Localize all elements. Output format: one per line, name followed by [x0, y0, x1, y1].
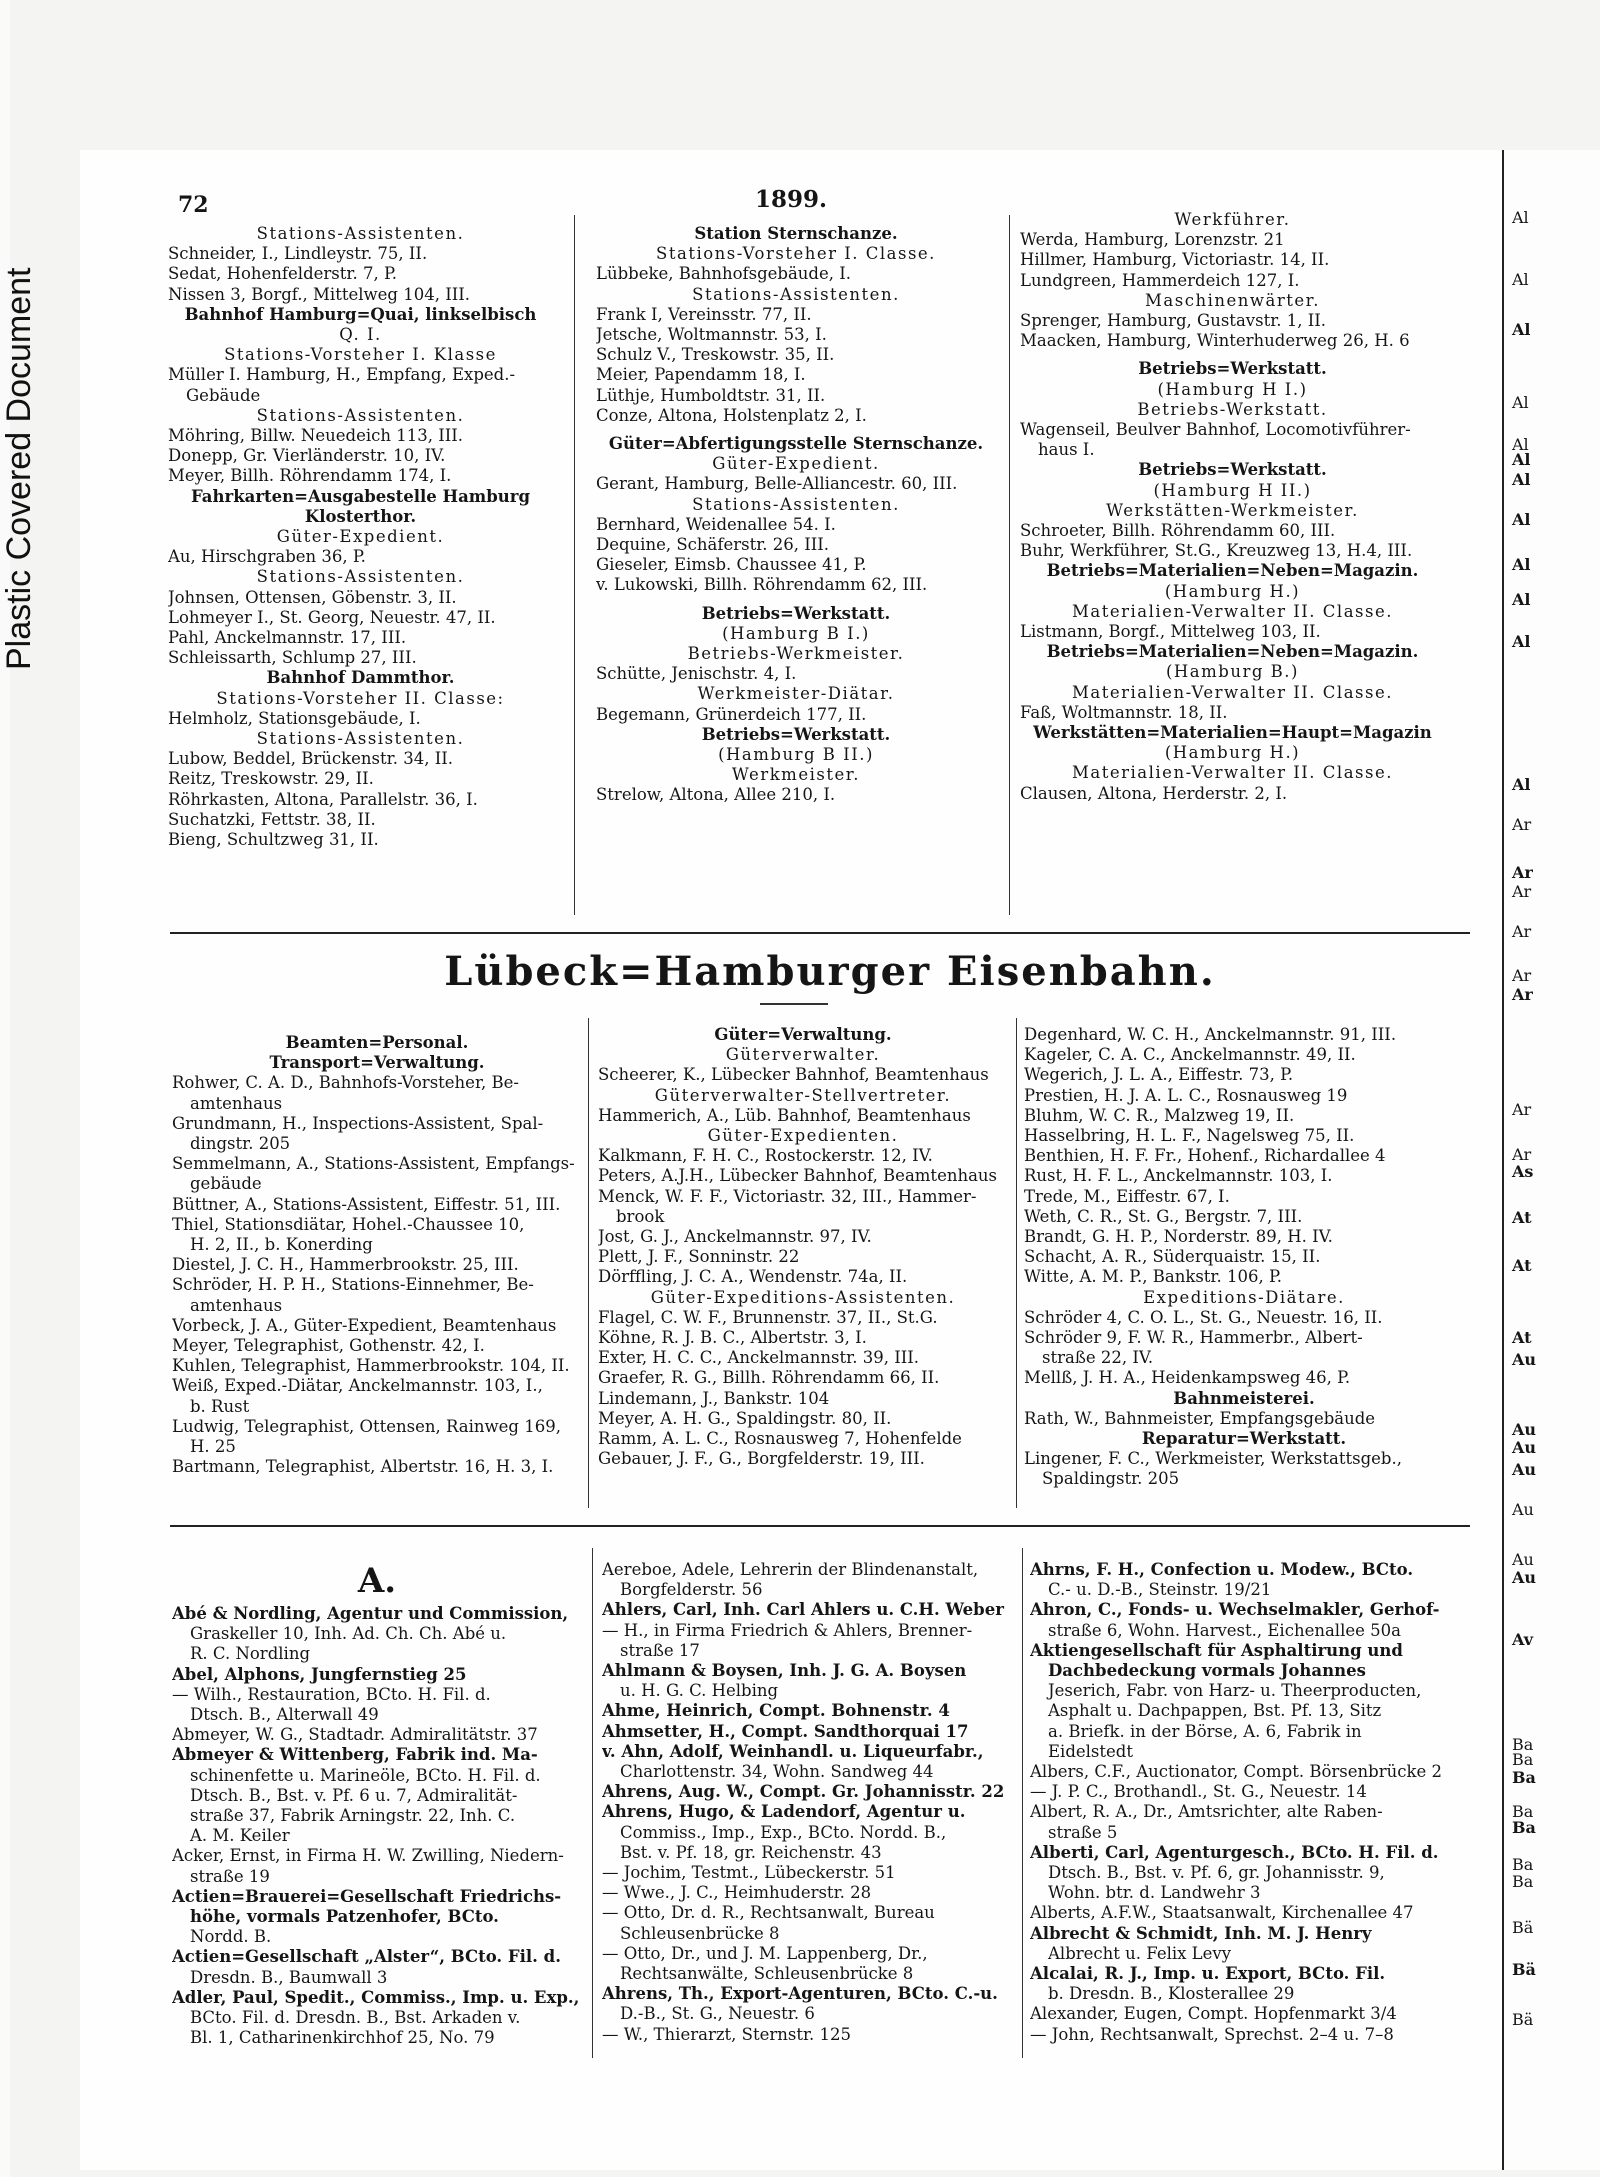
adjacent-page-fragment: At — [1512, 1208, 1532, 1227]
middle-column-2 — [598, 1025, 1008, 1469]
directory-entry: straße 6, Wohn. Harvest., Eichenallee 50a — [1048, 1620, 1401, 1640]
directory-entry: BCto. Fil. d. Dresdn. B., Bst. Arkaden v. — [190, 2008, 521, 2028]
adjacent-page-fragment: Ba — [1512, 1735, 1534, 1754]
directory-entry: Begemann, Grünerdeich 177, II. — [596, 704, 867, 724]
section-heading: Stations-Assistenten. — [256, 405, 465, 425]
directory-entry: Semmelmann, A., Stations-Assistent, Empfangs- — [172, 1154, 575, 1174]
directory-entry: Degenhard, W. C. H., Anckelmannstr. 91, III. — [1024, 1025, 1397, 1044]
section-heading: Q. I. — [339, 325, 382, 345]
directory-entry: Aereboe, Adele, Lehrerin der Blindenanstalt, — [602, 1560, 979, 1579]
directory-entry: Commiss., Imp., Exp., BCto. Nordd. B., — [620, 1822, 947, 1842]
adjacent-page-fragment: Ba — [1512, 1855, 1534, 1874]
section-title-bold: Betriebs=Werkstatt. — [701, 724, 891, 744]
adjacent-page-fragment: Ar — [1512, 1100, 1532, 1119]
adjacent-page-fragment: Al — [1512, 632, 1531, 651]
section-title-bold: Betriebs=Werkstatt. — [1138, 460, 1327, 480]
directory-entry: Eidelstedt — [1048, 1741, 1133, 1761]
directory-entry: straße 19 — [190, 1866, 270, 1886]
spacer — [1020, 351, 1445, 359]
directory-entry: Alexander, Eugen, Compt. Hopfenmarkt 3/4 — [1030, 2004, 1397, 2024]
directory-entry: Jeserich, Fabr. von Harz- u. Theerproducten, — [1048, 1681, 1422, 1701]
adjacent-page-fragment: Ar — [1512, 985, 1533, 1004]
directory-entry: Ramm, A. L. C., Rosnausweg 7, Hohenfelde — [598, 1429, 962, 1449]
directory-entry: Actien=Gesellschaft „Alster“, BCto. Fil. d. — [172, 1947, 561, 1967]
directory-entry: Johnsen, Ottensen, Göbenstr. 3, II. — [168, 587, 457, 607]
directory-entry: — Jochim, Testmt., Lübeckerstr. 51 — [602, 1863, 896, 1883]
directory-entry: Hasselbring, H. L. F., Nagelsweg 75, II. — [1024, 1126, 1355, 1146]
directory-entry: Ahrns, F. H., Confection u. Modew., BCto. — [1030, 1560, 1414, 1579]
directory-entry: Schacht, A. R., Süderquaistr. 15, II. — [1024, 1247, 1321, 1267]
directory-entry: C.- u. D.-B., Steinstr. 19/21 — [1048, 1580, 1272, 1600]
section-heading: Stations-Assistenten. — [256, 224, 465, 243]
directory-entry: Schröder 9, F. W. R., Hammerbr., Albert- — [1024, 1328, 1363, 1348]
section-title-bold: Betriebs=Werkstatt. — [701, 603, 891, 623]
directory-entry: Meier, Papendamm 18, I. — [596, 365, 806, 385]
lower-column-2 — [602, 1560, 1016, 2045]
adjacent-page-fragment: Ba — [1512, 1768, 1536, 1787]
directory-entry: Röhrkasten, Altona, Parallelstr. 36, I. — [168, 789, 478, 809]
directory-entry: Bieng, Schultzweg 31, II. — [168, 830, 379, 850]
adjacent-page-fragment: Bä — [1512, 2010, 1534, 2029]
directory-entry: — Otto, Dr., und J. M. Lappenberg, Dr., — [602, 1943, 928, 1963]
directory-entry: Graskeller 10, Inh. Ad. Ch. Ch. Abé u. — [190, 1624, 507, 1644]
section-title-bold: Bahnmeisterei. — [1173, 1388, 1315, 1408]
directory-entry: Graefer, R. G., Billh. Röhrendamm 66, II. — [598, 1368, 940, 1388]
section-heading: (Hamburg H I.) — [1157, 379, 1308, 399]
directory-entry: a. Briefk. in der Börse, A. 6, Fabrik in — [1048, 1721, 1362, 1741]
directory-entry: Pahl, Anckelmannstr. 17, III. — [168, 628, 407, 648]
adjacent-page-fragment: Al — [1512, 555, 1531, 574]
directory-entry: Donepp, Gr. Vierländerstr. 10, IV. — [168, 446, 446, 466]
directory-entry: u. H. G. C. Helbing — [620, 1681, 779, 1701]
directory-entry: Ahrens, Aug. W., Compt. Gr. Johannisstr. 22 — [602, 1782, 1005, 1802]
directory-entry: Weiß, Exped.-Diätar, Anckelmannstr. 103, I., — [172, 1376, 543, 1396]
directory-entry: Lüthje, Humboldtstr. 31, II. — [596, 385, 826, 405]
section-heading: Stations-Vorsteher II. Classe: — [216, 688, 505, 708]
column-divider — [592, 1548, 593, 2058]
directory-entry: Dtsch. B., Bst. v. Pf. 6 u. 7, Admiralität- — [190, 1785, 518, 1805]
directory-entry: Charlottenstr. 34, Wohn. Sandweg 44 — [620, 1762, 934, 1782]
directory-entry: Reitz, Treskowstr. 29, II. — [168, 769, 374, 789]
section-heading: (Hamburg H.) — [1164, 743, 1301, 763]
section-heading: Güter-Expeditions-Assistenten. — [650, 1287, 956, 1307]
directory-entry: Buhr, Werkführer, St.G., Kreuzweg 13, H.4, III. — [1020, 541, 1413, 561]
adjacent-page-fragment: Ar — [1512, 966, 1532, 985]
directory-entry: Grundmann, H., Inspections-Assistent, Spal- — [172, 1113, 544, 1133]
section-heading: Werkführer. — [1174, 210, 1291, 229]
directory-entry: — Wilh., Restauration, BCto. H. Fil. d. — [172, 1684, 491, 1704]
directory-entry: Albrecht & Schmidt, Inh. M. J. Henry — [1030, 1923, 1372, 1943]
directory-entry: Lingener, F. C., Werkmeister, Werkstattsgeb., — [1024, 1449, 1402, 1469]
directory-entry: Albrecht u. Felix Levy — [1048, 1943, 1232, 1963]
section-title-bold: Fahrkarten=Ausgabestelle Hamburg — [191, 486, 530, 506]
section-title-bold: Reparatur=Werkstatt. — [1141, 1429, 1347, 1449]
directory-entry: Alberts, A.F.W., Staatsanwalt, Kirchenallee 47 — [1030, 1903, 1414, 1923]
directory-entry: Brandt, G. H. P., Norderstr. 89, H. IV. — [1024, 1227, 1333, 1247]
directory-entry: Müller I. Hamburg, H., Empfang, Exped.- — [168, 365, 516, 385]
directory-entry: Jost, G. J., Anckelmannstr. 97, IV. — [598, 1227, 872, 1247]
section-rule — [170, 1525, 1470, 1527]
upper-column-3 — [1020, 210, 1445, 804]
directory-entry: Dresdn. B., Baumwall 3 — [190, 1967, 388, 1987]
spacer — [172, 1025, 582, 1033]
directory-entry: Actien=Brauerei=Gesellschaft Friedrichs- — [172, 1886, 562, 1906]
section-heading: (Hamburg B II.) — [718, 745, 874, 765]
lower-column-3 — [1030, 1560, 1470, 2045]
directory-entry: Albers, C.F., Auctionator, Compt. Börsenbrücke 2 — [1030, 1762, 1442, 1782]
column-divider — [574, 215, 575, 915]
lower-column-1 — [172, 1558, 582, 2048]
section-title-bold: Beamten=Personal. — [285, 1033, 469, 1052]
directory-entry: Alcalai, R. J., Imp. u. Export, BCto. Fil. — [1030, 1964, 1386, 1984]
directory-entry: — J. P. C., Brothandl., St. G., Neuestr. 14 — [1030, 1782, 1367, 1802]
adjacent-page-fragment: Au — [1512, 1350, 1537, 1369]
directory-entry: Hillmer, Hamburg, Victoriastr. 14, II. — [1020, 250, 1330, 270]
directory-entry: — H., in Firma Friedrich & Ahlers, Brenner- — [602, 1620, 973, 1640]
directory-entry: Maacken, Hamburg, Winterhuderweg 26, H. 6 — [1020, 331, 1410, 351]
adjacent-page-fragment: Ba — [1512, 1750, 1534, 1769]
directory-entry: Asphalt u. Dachpappen, Bst. Pf. 13, Sitz — [1048, 1701, 1382, 1721]
directory-entry: Weth, C. R., St. G., Bergstr. 7, III. — [1024, 1206, 1303, 1226]
adjacent-page-fragment: Al — [1512, 470, 1531, 489]
directory-entry: Schneider, I., Lindleystr. 75, II. — [168, 244, 428, 264]
adjacent-page-fragment: Au — [1512, 1568, 1537, 1587]
section-heading: (Hamburg B.) — [1165, 662, 1299, 682]
directory-entry: H. 2, II., b. Konerding — [190, 1235, 373, 1255]
index-letter: A. — [357, 1561, 397, 1601]
directory-entry: Conze, Altona, Holstenplatz 2, I. — [596, 405, 867, 425]
upper-column-2 — [596, 224, 996, 806]
section-title-bold: Transport=Verwaltung. — [269, 1053, 485, 1073]
directory-entry: Gebauer, J. F., G., Borgfelderstr. 19, III. — [598, 1449, 925, 1469]
adjacent-page-edge — [1502, 150, 1600, 2170]
section-heading: Werkstätten-Werkmeister. — [1106, 500, 1359, 520]
directory-entry: Benthien, H. F. Fr., Hohenf., Richardallee 4 — [1024, 1146, 1386, 1166]
section-heading: Materialien-Verwalter II. Classe. — [1072, 763, 1393, 783]
middle-column-3 — [1024, 1025, 1464, 1490]
section-title-bold: Bahnhof Hamburg=Quai, linkselbisch — [184, 304, 537, 324]
adjacent-page-fragment: Ba — [1512, 1818, 1536, 1837]
directory-entry: Dörffling, J. C. A., Wendenstr. 74a, II. — [598, 1267, 908, 1287]
directory-entry: Faß, Woltmannstr. 18, II. — [1020, 702, 1228, 722]
directory-entry: Dtsch. B., Bst. v. Pf. 6, gr. Johannisstr. 9, — [1048, 1863, 1385, 1883]
directory-entry: Plett, J. F., Sonninstr. 22 — [598, 1247, 800, 1267]
directory-entry: Hammerich, A., Lüb. Bahnhof, Beamtenhaus — [598, 1105, 971, 1125]
section-heading: (Hamburg B I.) — [722, 623, 870, 643]
directory-entry: Sedat, Hohenfelderstr. 7, P. — [168, 264, 397, 284]
directory-entry: A. M. Keiler — [190, 1826, 290, 1846]
directory-entry: Borgfelderstr. 56 — [620, 1580, 763, 1600]
adjacent-page-fragment: At — [1512, 1328, 1532, 1347]
directory-entry: Exter, H. C. C., Anckelmannstr. 39, III. — [598, 1348, 919, 1368]
directory-entry: Ahrens, Th., Export-Agenturen, BCto. C.-u. — [602, 1984, 998, 2004]
directory-entry: Bernhard, Weidenallee 54. I. — [596, 514, 836, 534]
adjacent-page-fragment: Al — [1512, 435, 1529, 454]
column-divider — [1016, 1018, 1017, 1508]
directory-entry: Wegerich, J. L. A., Eiffestr. 73, P. — [1024, 1065, 1294, 1085]
directory-entry: schinenfette u. Marineöle, BCto. H. Fil. d. — [190, 1765, 541, 1785]
adjacent-page-fragment: Av — [1512, 1630, 1534, 1649]
directory-entry: Schröder, H. P. H., Stations-Einnehmer, Be- — [172, 1275, 534, 1295]
directory-entry: Bl. 1, Catharinenkirchhof 25, No. 79 — [190, 2028, 495, 2048]
directory-entry: gebäude — [190, 1174, 262, 1194]
directory-entry: Ahlers, Carl, Inh. Carl Ahlers u. C.H. Weber — [602, 1600, 1004, 1620]
directory-entry: Strelow, Altona, Allee 210, I. — [596, 785, 836, 805]
column-divider — [588, 1018, 589, 1508]
column-divider — [1009, 215, 1010, 915]
adjacent-page-fragment: Al — [1512, 510, 1531, 529]
adjacent-page-fragment: Al — [1512, 208, 1529, 227]
section-title-bold: Bahnhof Dammthor. — [266, 668, 455, 688]
adjacent-page-fragment: Ar — [1512, 882, 1532, 901]
directory-entry: amtenhaus — [190, 1295, 283, 1315]
directory-entry: Frank I, Vereinsstr. 77, II. — [596, 304, 812, 324]
directory-entry: Jetsche, Woltmannstr. 53, I. — [596, 325, 827, 345]
directory-entry: Dachbedeckung vormals Johannes — [1048, 1661, 1366, 1681]
section-heading: Stations-Assistenten. — [256, 729, 465, 749]
directory-entry: Werda, Hamburg, Lorenzstr. 21 — [1020, 230, 1285, 250]
directory-entry: Aktiengesellschaft für Asphaltirung und — [1030, 1640, 1403, 1660]
section-title-bold: Werkstätten=Materialien=Haupt=Magazin — [1033, 723, 1432, 743]
directory-entry: straße 22, IV. — [1042, 1348, 1154, 1368]
page-year: 1899. — [755, 186, 828, 213]
directory-entry: Ahmsetter, H., Compt. Sandthorquai 17 — [602, 1721, 969, 1741]
directory-entry: Rath, W., Bahnmeister, Empfangsgebäude — [1024, 1408, 1376, 1428]
directory-entry: Meyer, Billh. Röhrendamm 174, I. — [168, 466, 452, 486]
directory-entry: Bluhm, W. C. R., Malzweg 19, II. — [1024, 1105, 1295, 1125]
directory-entry: Abel, Alphons, Jungfernstieg 25 — [172, 1664, 467, 1684]
directory-entry: Schröder 4, C. O. L., St. G., Neuestr. 16, II. — [1024, 1307, 1383, 1327]
directory-entry: Bst. v. Pf. 18, gr. Reichenstr. 43 — [620, 1842, 882, 1862]
section-heading: Güterverwalter. — [725, 1045, 881, 1065]
directory-entry: Rohwer, C. A. D., Bahnhofs-Vorsteher, Be- — [172, 1073, 519, 1093]
directory-entry: straße 5 — [1048, 1822, 1118, 1842]
column-divider — [1022, 1548, 1023, 2058]
adjacent-page-fragment: Al — [1512, 320, 1531, 339]
adjacent-page-fragment: Ar — [1512, 815, 1532, 834]
directory-entry: Rust, H. F. L., Anckelmannstr. 103, I. — [1024, 1166, 1333, 1186]
directory-entry: Abé & Nordling, Agentur und Commission, — [172, 1604, 569, 1623]
directory-entry: Nordd. B. — [190, 1927, 272, 1947]
section-title-bold: Klosterthor. — [304, 506, 417, 526]
adjacent-page-fragment: Ar — [1512, 922, 1532, 941]
section-heading: Materialien-Verwalter II. Classe. — [1072, 682, 1393, 702]
adjacent-page-fragment: Au — [1512, 1500, 1534, 1519]
directory-entry: Meyer, Telegraphist, Gothenstr. 42, I. — [172, 1336, 485, 1356]
directory-entry: Abmeyer, W. G., Stadtadr. Admiralitätstr. 37 — [172, 1725, 538, 1745]
directory-entry: Kalkmann, F. H. C., Rostockerstr. 12, IV. — [598, 1146, 933, 1166]
directory-entry: Lundgreen, Hammerdeich 127, I. — [1020, 270, 1300, 290]
adjacent-page-fragment: Ar — [1512, 1145, 1532, 1164]
section-heading: Stations-Vorsteher I. Klasse — [224, 345, 497, 365]
spacer — [596, 596, 996, 604]
directory-entry: Bartmann, Telegraphist, Albertstr. 16, H. 3, I. — [172, 1457, 554, 1477]
directory-entry: Scheerer, K., Lübecker Bahnhof, Beamtenhaus — [598, 1065, 989, 1085]
middle-column-1 — [172, 1025, 582, 1477]
directory-entry: Schroeter, Billh. Röhrendamm 60, III. — [1020, 521, 1336, 541]
adjacent-page-fragment: At — [1512, 1256, 1532, 1275]
directory-entry: Suchatzki, Fettstr. 38, II. — [168, 809, 376, 829]
section-heading: (Hamburg H II.) — [1153, 480, 1312, 500]
directory-entry: Ahrens, Hugo, & Ladendorf, Agentur u. — [602, 1802, 966, 1822]
directory-entry: Lubow, Beddel, Brückenstr. 34, II. — [168, 749, 453, 769]
directory-entry: Thiel, Stationsdiätar, Hohel.-Chaussee 10, — [172, 1214, 525, 1234]
directory-entry: Vorbeck, J. A., Güter-Expedient, Beamtenhaus — [172, 1315, 557, 1335]
section-heading: Betriebs-Werkmeister. — [687, 644, 905, 664]
adjacent-page-fragment: Bä — [1512, 1918, 1534, 1937]
upper-column-1 — [168, 224, 553, 850]
directory-entry: Helmholz, Stationsgebäude, I. — [168, 708, 421, 728]
directory-entry: v. Ahn, Adolf, Weinhandl. u. Liqueurfabr., — [602, 1741, 984, 1761]
directory-entry: Acker, Ernst, in Firma H. W. Zwilling, Niedern- — [172, 1846, 564, 1866]
directory-entry: Lohmeyer I., St. Georg, Neuestr. 47, II. — [168, 607, 496, 627]
section-rule — [170, 932, 1470, 934]
directory-entry: Lindemann, J., Bankstr. 104 — [598, 1388, 830, 1408]
directory-entry: straße 17 — [620, 1640, 700, 1660]
adjacent-page-fragment: Ba — [1512, 1872, 1534, 1891]
directory-entry: Wagenseil, Beulver Bahnhof, Locomotivführer- — [1020, 420, 1411, 440]
directory-entry: Schleusenbrücke 8 — [620, 1923, 780, 1943]
section-title-bold: Güter=Verwaltung. — [714, 1025, 892, 1044]
directory-entry: Au, Hirschgraben 36, P. — [168, 547, 366, 567]
adjacent-page-fragment: Au — [1512, 1460, 1537, 1479]
directory-entry: Spaldingstr. 205 — [1042, 1469, 1180, 1489]
section-heading: Stations-Assistenten. — [256, 567, 465, 587]
adjacent-page-fragment: Al — [1512, 393, 1529, 412]
directory-entry: — John, Rechtsanwalt, Sprechst. 2–4 u. 7–8 — [1030, 2024, 1394, 2044]
section-heading: Werkmeister-Diätar. — [697, 684, 895, 704]
directory-entry: Clausen, Altona, Herderstr. 2, I. — [1020, 783, 1288, 803]
section-heading: Betriebs-Werkstatt. — [1137, 399, 1328, 419]
directory-entry: Listmann, Borgf., Mittelweg 103, II. — [1020, 622, 1321, 642]
directory-entry: straße 37, Fabrik Arningstr. 22, Inh. C. — [190, 1806, 516, 1826]
directory-entry: v. Lukowski, Billh. Röhrendamm 62, III. — [596, 575, 928, 595]
directory-entry: H. 25 — [190, 1437, 236, 1457]
directory-entry: Alberti, Carl, Agenturgesch., BCto. H. Fil. d. — [1030, 1842, 1439, 1862]
directory-entry: R. C. Nordling — [190, 1644, 311, 1664]
adjacent-page-fragment: Al — [1512, 450, 1531, 469]
section-heading: (Hamburg H.) — [1164, 581, 1301, 601]
directory-entry: Trede, M., Eiffestr. 67, I. — [1024, 1186, 1230, 1206]
section-title: Lübeck=Hamburger Eisenbahn. — [444, 948, 1216, 995]
directory-entry: Gieseler, Eimsb. Chaussee 41, P. — [596, 555, 867, 575]
section-heading: Werkmeister. — [731, 765, 861, 785]
directory-entry: Abmeyer & Wittenberg, Fabrik ind. Ma- — [172, 1745, 538, 1765]
adjacent-page-fragment: Ar — [1512, 863, 1533, 882]
section-heading: Materialien-Verwalter II. Classe. — [1072, 601, 1393, 621]
adjacent-page-fragment: Al — [1512, 270, 1529, 289]
adjacent-page-fragment: Ba — [1512, 1802, 1534, 1821]
directory-entry: Witte, A. M. P., Bankstr. 106, P. — [1024, 1267, 1282, 1287]
section-heading: Güter-Expedienten. — [707, 1126, 899, 1146]
directory-entry: Nissen 3, Borgf., Mittelweg 104, III. — [168, 284, 470, 304]
directory-entry: Menck, W. F. F., Victoriastr. 32, III., Hammer- — [598, 1186, 977, 1206]
section-heading: Stations-Assistenten. — [692, 494, 900, 514]
directory-entry: Diestel, J. C. H., Hammerbrookstr. 25, III. — [172, 1255, 519, 1275]
section-heading: Maschinenwärter. — [1145, 290, 1320, 310]
directory-entry: Kageler, C. A. C., Anckelmannstr. 49, II. — [1024, 1045, 1356, 1065]
directory-entry: Schulz V., Treskowstr. 35, II. — [596, 345, 835, 365]
section-title-bold: Betriebs=Materialien=Neben=Magazin. — [1046, 561, 1419, 581]
directory-entry: Flagel, C. W. F., Brunnenstr. 37, II., St.G. — [598, 1307, 938, 1327]
adjacent-page-fragment: Bä — [1512, 1960, 1536, 1979]
directory-entry: höhe, vormals Patzenhofer, BCto. — [190, 1907, 499, 1927]
directory-entry: — Otto, Dr. d. R., Rechtsanwalt, Bureau — [602, 1903, 935, 1923]
directory-entry: Mellß, J. H. A., Heidenkampsweg 46, P. — [1024, 1368, 1351, 1388]
directory-entry: Wohn. btr. d. Landwehr 3 — [1048, 1883, 1261, 1903]
directory-entry: Ahlmann & Boysen, Inh. J. G. A. Boysen — [602, 1661, 967, 1681]
directory-entry: Köhne, R. J. B. C., Albertstr. 3, I. — [598, 1328, 867, 1348]
adjacent-page-fragment: Au — [1512, 1550, 1534, 1569]
directory-entry: Sprenger, Hamburg, Gustavstr. 1, II. — [1020, 311, 1327, 331]
adjacent-page-fragment: Au — [1512, 1438, 1537, 1457]
adjacent-page-fragment: Au — [1512, 1420, 1537, 1439]
directory-entry: D.-B., St. G., Neuestr. 6 — [620, 2004, 815, 2024]
adjacent-page-fragment: Al — [1512, 775, 1531, 794]
section-heading: Güter-Expedient. — [712, 454, 880, 474]
directory-entry: Meyer, A. H. G., Spaldingstr. 80, II. — [598, 1408, 892, 1428]
directory-entry: Prestien, H. J. A. L. C., Rosnausweg 19 — [1024, 1085, 1348, 1105]
directory-entry: — Wwe., J. C., Heimhuderstr. 28 — [602, 1883, 872, 1903]
adjacent-page-fragment: As — [1512, 1162, 1534, 1181]
directory-entry: Möhring, Billw. Neuedeich 113, III. — [168, 426, 464, 446]
section-title-bold: Betriebs=Werkstatt. — [1138, 359, 1327, 379]
section-heading: Güterverwalter-Stellvertreter. — [654, 1085, 952, 1105]
section-title-bold: Güter=Abfertigungsstelle Sternschanze. — [608, 434, 984, 454]
directory-entry: dingstr. 205 — [190, 1134, 291, 1154]
page-number: 72 — [178, 192, 209, 218]
directory-entry: Rechtsanwälte, Schleusenbrücke 8 — [620, 1964, 914, 1984]
section-title-bold: Station Sternschanze. — [694, 224, 898, 243]
section-heading: Güter-Expedient. — [276, 527, 445, 547]
directory-entry: Albert, R. A., Dr., Amtsrichter, alte Raben- — [1030, 1802, 1383, 1822]
directory-entry: Schütte, Jenischstr. 4, I. — [596, 664, 797, 684]
directory-entry: Kuhlen, Telegraphist, Hammerbrookstr. 104, II. — [172, 1356, 570, 1376]
directory-entry: Schleissarth, Schlump 27, III. — [168, 648, 417, 668]
directory-entry: haus I. — [1038, 440, 1095, 460]
directory-entry: Peters, A.J.H., Lübecker Bahnhof, Beamtenhaus — [598, 1166, 998, 1186]
directory-entry: Ahme, Heinrich, Compt. Bohnenstr. 4 — [602, 1701, 950, 1721]
directory-entry: — W., Thierarzt, Sternstr. 125 — [602, 2024, 852, 2044]
directory-entry: Ahron, C., Fonds- u. Wechselmakler, Gerhof- — [1030, 1600, 1440, 1620]
title-underline — [760, 1003, 828, 1005]
directory-entry: b. Rust — [190, 1396, 250, 1416]
section-heading: Stations-Assistenten. — [692, 284, 900, 304]
directory-entry: Büttner, A., Stations-Assistent, Eiffestr. 51, III. — [172, 1194, 561, 1214]
directory-entry: Dequine, Schäferstr. 26, III. — [596, 535, 830, 555]
directory-entry: b. Dresdn. B., Klosterallee 29 — [1048, 1984, 1295, 2004]
directory-entry: Dtsch. B., Alterwall 49 — [190, 1705, 379, 1725]
spacer — [596, 426, 996, 434]
adjacent-page-fragment: Al — [1512, 590, 1531, 609]
directory-entry: brook — [616, 1206, 665, 1226]
directory-entry: Ludwig, Telegraphist, Ottensen, Rainweg 169, — [172, 1416, 561, 1436]
directory-entry: Gerant, Hamburg, Belle-Alliancestr. 60, III. — [596, 474, 958, 494]
section-heading: Expeditions-Diätare. — [1143, 1287, 1345, 1307]
section-heading: Stations-Vorsteher I. Classe. — [656, 244, 936, 264]
section-title-bold: Betriebs=Materialien=Neben=Magazin. — [1046, 642, 1419, 662]
directory-entry: amtenhaus — [190, 1093, 283, 1113]
directory-entry: Lübbeke, Bahnhofsgebäude, I. — [596, 264, 852, 284]
directory-entry: Adler, Paul, Spedit., Commiss., Imp. u. Exp., — [172, 1987, 580, 2007]
directory-entry: Gebäude — [186, 385, 261, 405]
